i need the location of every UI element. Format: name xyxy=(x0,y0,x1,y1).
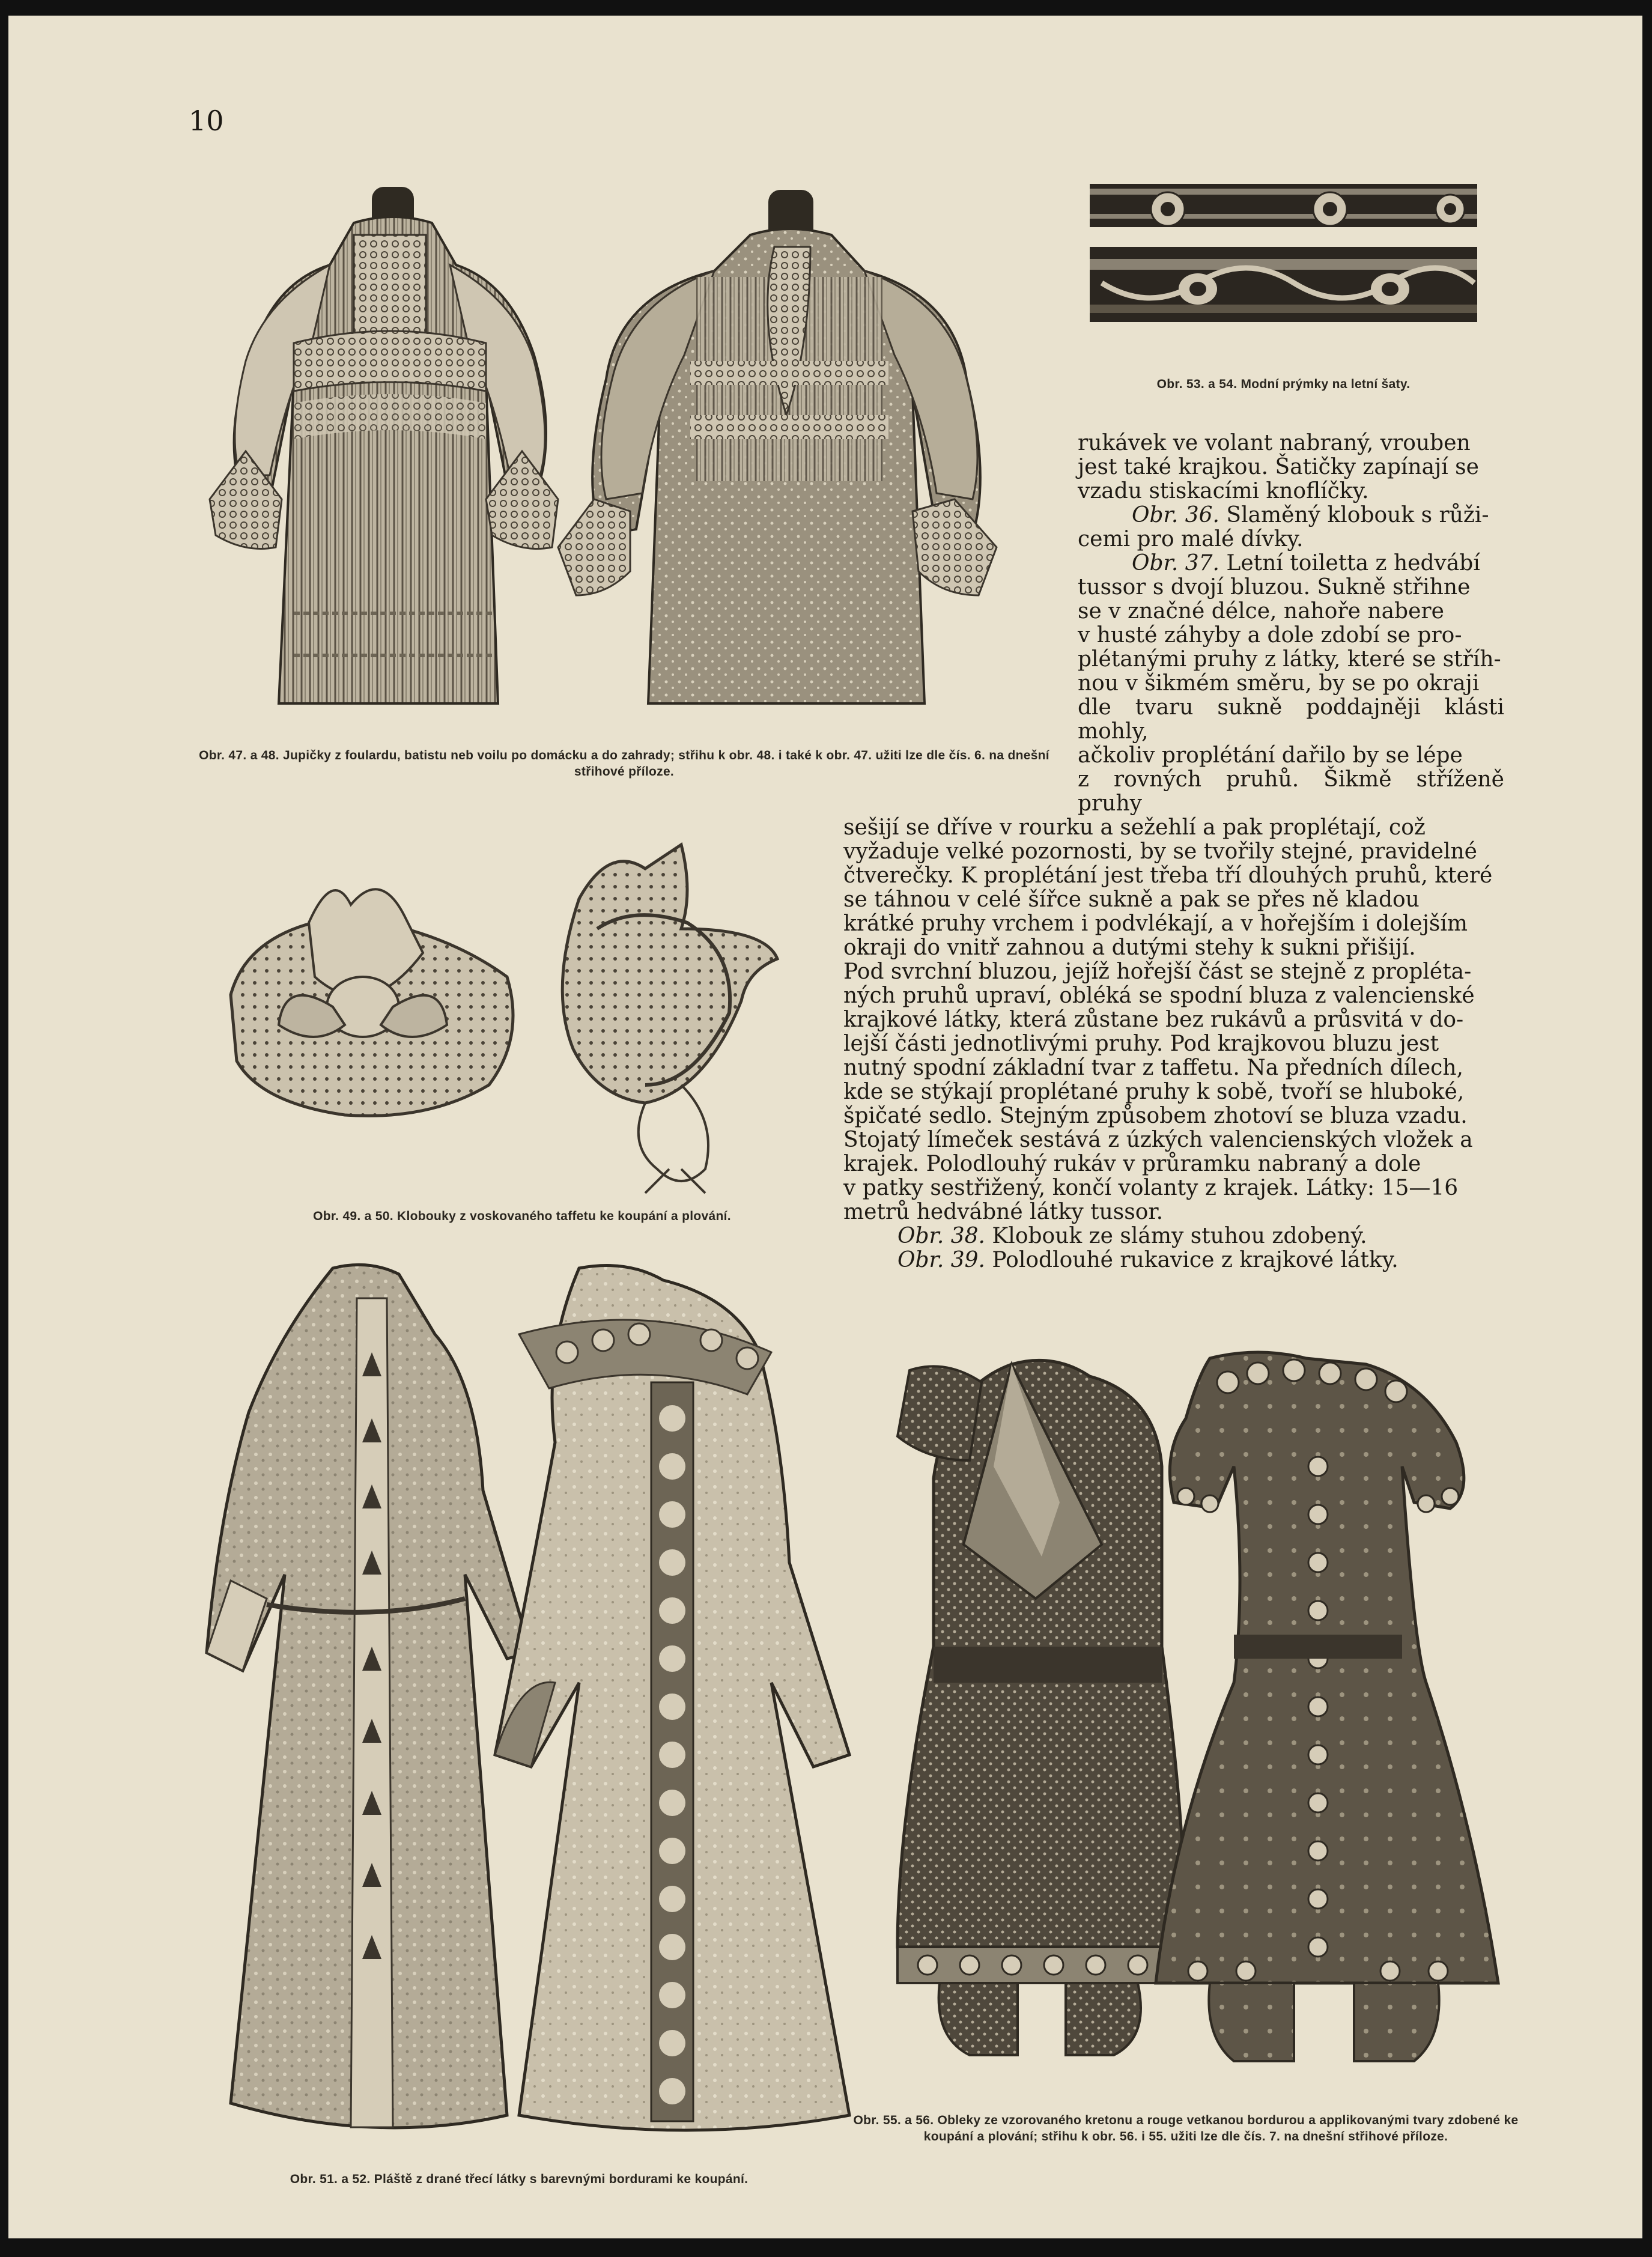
bathing-suits-illustration xyxy=(873,1346,1510,2085)
page-number: 10 xyxy=(189,105,224,137)
text-line: nou v šikmém směru, by se po okraji xyxy=(1078,671,1480,696)
blouse-left xyxy=(210,187,558,703)
text-line: z rovných pruhů. Šikmě stříženě pruhy xyxy=(1078,767,1504,816)
caption-fig55-56: Obr. 55. a 56. Obleky ze vzorovaného kretonu a rouge vetkanou bordurou a applikovanými tvary zdobené ke koupání a plování; střihu k obr. 56. i 55. užiti lze dle čís. 7. na dnešní střihové příloze. xyxy=(853,2113,1519,2143)
text-line: nutný spodní základní tvar z taffetu. Na předních dílech, xyxy=(843,1056,1463,1080)
text-column xyxy=(1078,431,1504,816)
caption-fig49-50: Obr. 49. a 50. Klobouky z voskovaného taffetu ke koupání a plování. xyxy=(313,1209,731,1223)
text-line: v patky sestřižený, končí volanty z krajek. Látky: 15—16 xyxy=(843,1176,1459,1200)
text-line: sešijí se dříve v rourku a sežehlí a pak proplétají, což xyxy=(843,815,1426,840)
caption-fig51-52: Obr. 51. a 52. Pláště z drané třecí látky s barevnými bordurami ke koupání. xyxy=(290,2172,749,2186)
braid-strip-bottom xyxy=(1090,247,1477,322)
obr37-text: Letní toiletta z hedvábí xyxy=(1226,551,1480,576)
text-line: plétanými pruhy z látky, které se stříh- xyxy=(1078,647,1501,672)
text-line: vzadu stiskacími knoflíčky. xyxy=(1078,479,1369,503)
text-line: krajkové látky, která zůstane bez rukávů a průsvitá v do- xyxy=(843,1007,1464,1032)
text-line: Pod svrchní bluzou, jejíž hořejší část se stejně z propléta- xyxy=(843,959,1472,984)
text-line: v husté záhyby a dole zdobí se pro- xyxy=(1078,623,1462,648)
text-line: čtverečky. K proplétání jest třeba tří dlouhých pruhů, které xyxy=(843,863,1493,888)
suit-left xyxy=(897,1360,1186,2055)
obr37-label: Obr. 37. xyxy=(1132,551,1219,576)
blouses-illustration xyxy=(174,163,1030,718)
text-line: krajek. Polodlouhý rukáv v průramku nabraný a dole xyxy=(843,1152,1421,1176)
obr38-label: Obr. 38. xyxy=(897,1224,985,1248)
obr39-label: Obr. 39. xyxy=(897,1248,985,1272)
text-line: tussor s dvojí bluzou. Sukně střihne xyxy=(1078,575,1471,600)
page xyxy=(8,16,1642,2238)
text-line: lejší části jednotlivými pruhy. Pod krajkovou bluzu jest xyxy=(843,1031,1439,1056)
hat-right xyxy=(562,845,777,1193)
coat-right xyxy=(495,1266,849,2131)
bonnets-illustration xyxy=(225,833,819,1205)
hat-left xyxy=(231,889,513,1116)
text-line: rukávek ve volant nabraný, vrouben xyxy=(1078,431,1471,455)
suit-right xyxy=(1156,1352,1498,2061)
text-line: jest také krajkou. Šatičky zapínají se xyxy=(1078,455,1479,479)
text-wide xyxy=(843,816,1504,1272)
bathing-coats-illustration xyxy=(195,1262,873,2175)
obr36-text: Slaměný klobouk s růži- xyxy=(1226,503,1489,527)
text-line: ných pruhů upraví, obléká se spodní bluza z valencienské xyxy=(843,983,1475,1008)
text-line: se táhnou v celé šířce sukně a pak se přes ně kladou xyxy=(843,887,1420,912)
braid-strip-top xyxy=(1090,184,1477,227)
text-line: okraji do vnitř zahnou a dutými stehy k sukni přišijí. xyxy=(843,935,1416,960)
coat-left xyxy=(207,1265,531,2127)
text-line: cemi pro malé dívky. xyxy=(1078,527,1304,551)
caption-fig47-48: Obr. 47. a 48. Jupičky z foulardu, batistu neb voilu po domácku a do zahrady; střihu k obr. 48. i také k obr. 47. užiti lze dle čís. 6. na dnešní střihové příloze. xyxy=(199,749,1049,779)
text-line: vyžaduje velké pozornosti, by se tvořily stejné, pravidelné xyxy=(843,839,1477,864)
text-line: se v značné délce, nahoře nabere xyxy=(1078,599,1444,624)
caption-fig53-54: Obr. 53. a 54. Modní prýmky na letní šaty. xyxy=(1156,377,1411,391)
text-line: metrů hedvábné látky tussor. xyxy=(843,1200,1164,1224)
obr38-text: Klobouk ze slámy stuhou zdobený. xyxy=(992,1224,1367,1248)
text-line: kde se stýkají proplétané pruhy k sobě, tvoří se hluboké, xyxy=(843,1080,1465,1104)
text-line: špičaté sedlo. Stejným způsobem zhotoví se bluza vzadu. xyxy=(843,1104,1468,1128)
text-line: ačkoliv proplétání dařilo by se lépe xyxy=(1078,743,1463,768)
text-line: krátké pruhy vrchem i podvlékají, a v hořejším i dolejším xyxy=(843,911,1468,936)
obr36-label: Obr. 36. xyxy=(1132,503,1219,527)
text-line: Stojatý límeček sestává z úzkých valencienských vložek a xyxy=(843,1128,1473,1152)
blouse-right xyxy=(558,190,997,703)
obr39-text: Polodlouhé rukavice z krajkové látky. xyxy=(992,1248,1398,1272)
text-line: dle tvaru sukně poddajněji klásti mohly, xyxy=(1078,695,1504,744)
